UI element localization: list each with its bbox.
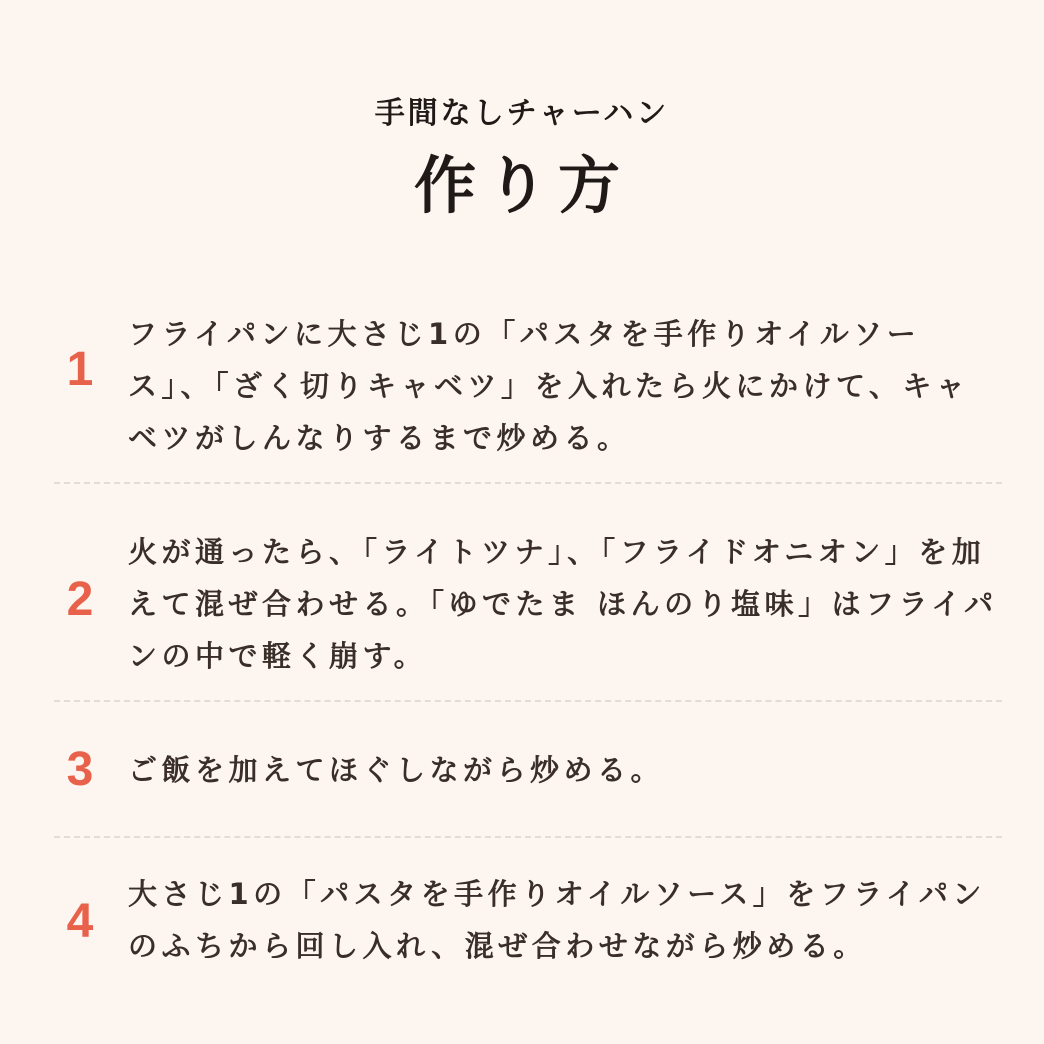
- step-divider: [54, 700, 1002, 702]
- step-number: 2: [66, 573, 94, 626]
- step-text: 火が通ったら、「ライトツナ」、「フライドオニオン」を加えて混ぜ合わせる。「ゆでたま ほんのり塩味」はフライパンの中で軽く崩す。: [128, 535, 998, 673]
- page-title: 作り方: [413, 149, 630, 222]
- step-number: 1: [66, 343, 94, 396]
- step-number: 4: [66, 895, 94, 948]
- step-text: フライパンに大さじ1の「パスタを手作りオイルソース」、「ざく切りキャベツ」を入れたら火にかけて、キャベツがしんなりするまで炒める。: [128, 317, 970, 455]
- step-divider: [54, 836, 1002, 838]
- recipe-subtitle: 手間なしチャーハン: [374, 96, 670, 131]
- recipe-header: [0, 92, 1044, 226]
- step-text: ご飯を加えてほぐしながら炒める。: [128, 753, 665, 787]
- step-number: 3: [66, 743, 94, 796]
- step-text: 大さじ1の「パスタを手作りオイルソース」をフライパンのふちから回し入れ、混ぜ合わせながら炒める。: [128, 877, 986, 963]
- step-divider: [54, 482, 1002, 484]
